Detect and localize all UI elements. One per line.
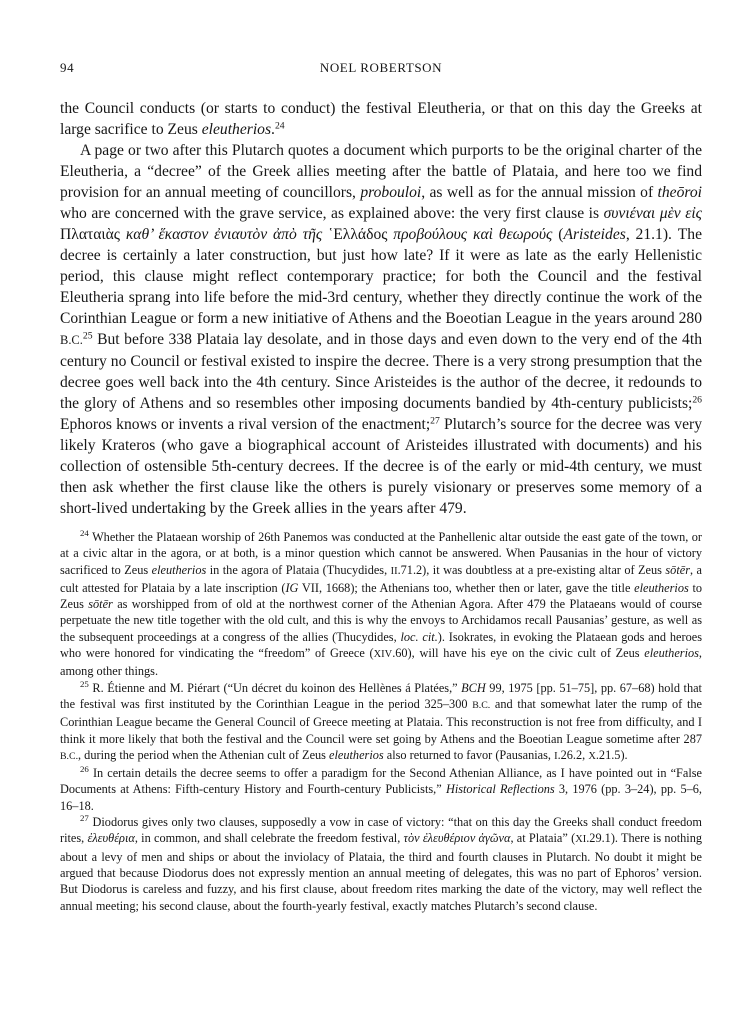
footnote-number: 26 <box>80 764 89 775</box>
body-paragraph: the Council conducts (or starts to conduct) the festival Eleutheria, or that on this day the Greeks at large sacrifice to Zeus eleutherios.$^{24}$ <box>60 100 702 138</box>
page-number: 94 <box>60 60 75 75</box>
footnote-text: Diodorus gives only two clauses, supposedly a vow in case of victory: “that on this day the Greeks shall conduct freedom rites, ἐλευθέρια, in common, and shall celebrate the freedom festival, τὸν ἐλευθέριον ἀγῶνα, at Plataia” (XI.29.1). There is nothing about a levy of men and ships or about the inviolacy of Plataia, the third and fourth clauses in Plutarch. No doubt it might be argued that because Diodorus does not expressly mention an annual meeting of delegates, this was no part of Ephoros’ version. But Diodorus is careless and fuzzy, and his first clause, about freedom rites marking the date of the victory, may well reflect the annual meeting; his second clause, about the fourth-yearly festival, exactly matches Plutarch’s second clause. <box>60 815 702 913</box>
footnotes <box>60 529 702 914</box>
footnote <box>60 529 702 680</box>
page-header <box>60 60 702 82</box>
footnote-number: 25 <box>80 678 89 689</box>
footnote-number: 24 <box>80 528 89 539</box>
footnote-text: R. Étienne and M. Piérart (“Un décret du koinon des Hellènes á Platées,” BCH 99, 1975 [pp. 51–75], pp. 67–68) hold that the festival was first instituted by the Corinthian League in the period 325–300 B.C. and that somewhat later the rump of the Corinthian League became the General Council of Greece meeting at Plataia. This reconstruction is not free from difficulty, and I think it more likely that both the festival and the Council were set going by Athens and the Boeotian League sometime after 287 B.C., during the period when the Athenian cult of Zeus eleutherios also returned to favor (Pausanias, I.26.2, X.21.5). <box>60 680 702 762</box>
footnote-text: Whether the Plataean worship of 26th Panemos was conducted at the Panhellenic altar outside the east gate of the town, or at a civic altar in the agora, or at both, is a minor question which cannot be answered. When Pausanias in the hour of victory sacrificed to Zeus eleutherios in the agora of Plataia (Thucydides, II.71.2), it was doubtless at a pre-existing altar of Zeus sōtēr, a cult attested for Plataia by a late inscription (IG VII, 1668); the Athenians too, whether then or later, gave the title eleutherios to Zeus sōtēr as worshipped from of old at the northwest corner of the Athenian Agora. After 479 the Plataeans would of course perpetuate the new title together with the old cult, and this is why the envoys to Archidamos recall Pausanias’ gesture, as well as the subsequent proceedings at a congress of the allies (Thucydides, loc. cit.). Isokrates, in evoking the Plataean gods and heroes who were honored for vindicating the “freedom” of Greece (XIV.60), will have his eye on the civic cult of Zeus eleutherios, among other things. <box>60 530 703 679</box>
body-paragraph: A page or two after this Plutarch quotes a document which purports to be the original charter of the Eleutheria, a “decree” of the Greek allies meeting after the battle of Plataia, and here too we find provision for an annual meeting of councillors, probouloi, as well as for the annual mission of theōroi who are concerned with the grave service, as explained above: the very first clause is συνιέναι μὲν εἰς Πλαταιὰς καθ’ ἕκαστον ἐνιαυτὸν ἀπὸ τῆς ῾Ελλάδος προβούλους καὶ θεωρούς (Aristeides, 21.1). The decree is certainly a later construction, but just how late? If it were as late as the early Hellenistic period, this clause might reflect contemporary practice; for both the Council and the festival Eleutheria sprang into life before the mid-3rd century, whether they directly continue the work of the Corinthian League or form a new initiative of Athens and the Boeotian League in the years around 280 B.C.$^{25}$ But before 338 Plataia lay desolate, and in those days and even down to the very end of the 4th century no Council or festival existed to inspire the decree. There is a very strong presumption that the decree goes well back into the 4th century. Since Aristeides is the author of the decree, it redounds to the glory of Athens and so resembles other imposing documents bandied by 4th-century publicists;$^{26}$ Ephoros knows or invents a rival version of the enactment;$^{27}$ Plutarch’s source for the decree was very likely Krateros (who gave a biographical account of Aristeides illustrated with documents) and his collection of ostensible 5th-century decrees. If the decree is of the early or mid-4th century, we must then ask whether the first clause like the others is purely visionary or preserves some memory of a short-lived undertaking by the Greek allies in the years after 479. <box>60 142 703 517</box>
footnote-number: 27 <box>80 813 89 824</box>
footnote <box>60 765 702 814</box>
body-text <box>60 98 702 519</box>
footnote <box>60 814 702 914</box>
running-head: NOEL ROBERTSON <box>319 60 443 75</box>
footnote <box>60 680 702 765</box>
footnote-text: In certain details the decree seems to offer a paradigm for the Second Athenian Alliance, as I have pointed out in “False Documents at Athens: Fifth-century History and Fourth-century Publicists,” Historical Reflections 3, 1976 (pp. 3–24), pp. 5–6, 16–18. <box>60 766 703 813</box>
page <box>60 60 702 914</box>
